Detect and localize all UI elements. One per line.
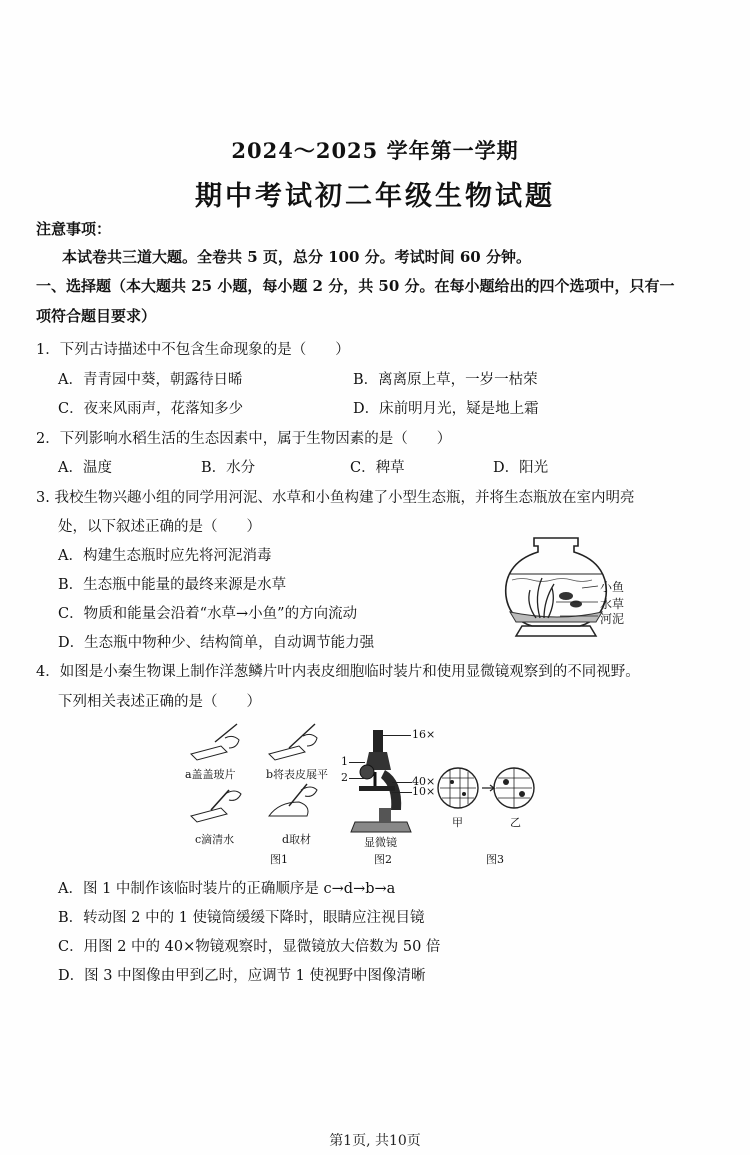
q3-option-d: D．生态瓶中物种少、结构简单，自动调节能力强	[58, 635, 375, 651]
ecobottle-label-mud: 河泥	[600, 612, 625, 626]
q4-option-d: D．图 3 中图像由甲到乙时，应调节 1 使视野中图像清晰	[58, 968, 426, 984]
slide-prep-figure	[185, 718, 335, 848]
q3-stem-line1: 3. 我校生物兴趣小组的同学用河泥、水草和小鱼构建了小型生态瓶，并将生态瓶放在室内明亮	[36, 490, 635, 506]
q2-option-a: A．温度	[58, 460, 112, 476]
coarse-knob-pointer-line	[349, 762, 365, 763]
ecobottle-label-fish: 小鱼	[600, 580, 625, 594]
fig1-label-b: b将表皮展平	[266, 768, 329, 781]
page-footer: 第1页, 共10页	[329, 1133, 421, 1149]
objective10-pointer-line	[392, 792, 412, 793]
field-of-view-figure	[436, 766, 536, 810]
q1-option-c: C．夜来风雨声，花落知多少	[58, 401, 244, 417]
exam-year-line: 2024～2025 学年第一学期	[231, 138, 519, 163]
q4-stem-line1: 4．如图是小秦生物课上制作洋葱鳞片叶内表皮细胞临时装片和使用显微镜观察到的不同视野。	[36, 664, 640, 680]
figure-caption-3: 图3	[486, 853, 504, 866]
q3-option-c: C．物质和能量会沿着“水草→小鱼”的方向流动	[58, 606, 358, 622]
fine-knob-pointer-line	[349, 778, 365, 779]
q2-option-d: D．阳光	[493, 460, 549, 476]
fig2-label-40x: 40×	[412, 775, 436, 788]
notice-text: 本试卷共三道大题。全卷共 5 页，总分 100 分。考试时间 60 分钟。	[62, 248, 531, 266]
q3-option-a: A．构建生态瓶时应先将河泥消毒	[58, 548, 272, 564]
ocular-pointer-line	[377, 735, 411, 736]
q2-stem: 2．下列影响水稻生活的生态因素中，属于生物因素的是（ ）	[36, 431, 452, 447]
q4-option-a: A．图 1 中制作该临时装片的正确顺序是 c→d→b→a	[58, 881, 396, 897]
section1-line1: 一、选择题（本大题共 25 小题，每小题 2 分，共 50 分。在每小题给出的四个选项中，只有一	[36, 277, 675, 295]
q4-stem-line2: 下列相关表述正确的是（ ）	[58, 694, 261, 710]
notice-heading: 注意事项：	[36, 220, 112, 238]
fig3-label-jia: 甲	[452, 816, 463, 829]
fig2-label-16x: 16×	[412, 728, 436, 741]
fig3-label-yi: 乙	[510, 816, 521, 829]
q2-option-b: B．水分	[201, 460, 256, 476]
q1-option-b: B．离离原上草，一岁一枯荣	[353, 372, 538, 388]
q1-stem: 1．下列古诗描述中不包含生命现象的是（ ）	[36, 342, 350, 358]
q1-option-d: D．床前明月光，疑是地上霜	[353, 401, 539, 417]
figure-caption-2: 图2	[374, 853, 392, 866]
q2-option-c: C．稗草	[350, 460, 405, 476]
fig1-label-d: d取材	[282, 833, 312, 846]
figure-caption-1: 图1	[270, 853, 288, 866]
q3-stem-line2: 处，以下叙述正确的是（ ）	[58, 519, 261, 535]
fig2-label-10x: 10×	[412, 785, 436, 798]
ecobottle-label-plant: 水草	[600, 597, 625, 611]
fig1-label-c: c滴清水	[195, 833, 235, 846]
objective40-pointer-line	[392, 782, 412, 783]
q4-option-b: B．转动图 2 中的 1 使镜筒缓缓下降时，眼睛应注视目镜	[58, 910, 425, 926]
exam-title: 期中考试初二年级生物试题	[195, 181, 555, 212]
fig2-label-1: 1	[341, 755, 348, 768]
q4-option-c: C．用图 2 中的 40×物镜观察时，显微镜放大倍数为 50 倍	[58, 939, 441, 955]
fig2-label-2: 2	[341, 771, 348, 784]
microscope-figure	[345, 728, 415, 834]
q1-option-a: A．青青园中葵，朝露待日晞	[58, 372, 243, 388]
fig2-label-microscope: 显微镜	[364, 836, 397, 849]
section1-line2: 项符合题目要求）	[36, 307, 157, 325]
fig1-label-a: a盖盖玻片	[185, 768, 236, 781]
q3-option-b: B．生态瓶中能量的最终来源是水草	[58, 577, 287, 593]
